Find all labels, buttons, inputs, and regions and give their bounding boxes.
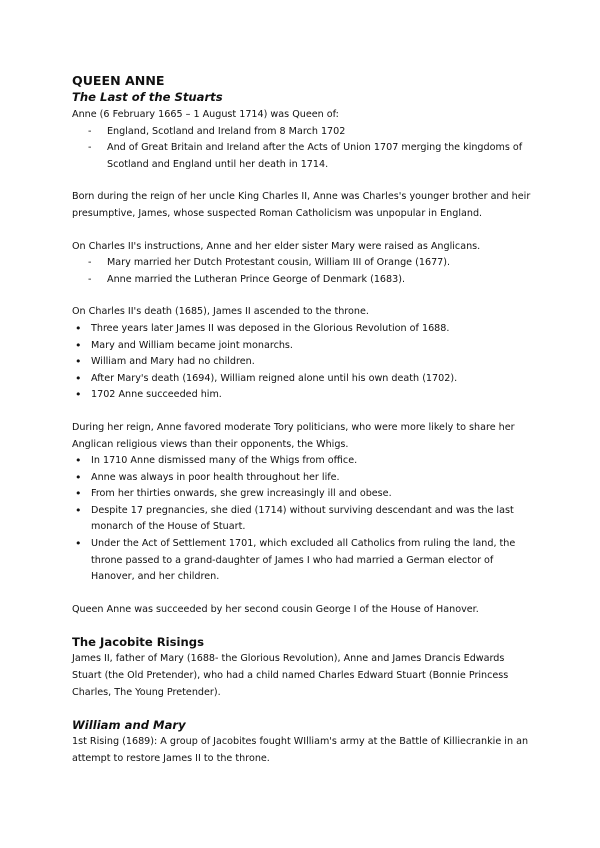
list-item: • After Mary's death (1694), William reigned alone until his own death (1702). xyxy=(72,371,532,388)
born-paragraph: Born during the reign of her uncle King Charles II, Anne was Charles's younger brother and heir presumptive, James, whose suspected Roman Catholicism was unpopular in England. xyxy=(72,191,531,219)
jacobite-paragraph: James II, father of Mary (1688- the Glorious Revolution), Anne and James Drancis Edwards Stuart (the Old Pretender), who had a child named Charles Edward Stuart (Bonnie Princess Charles, The Young Pretender). xyxy=(72,653,509,698)
page-subtitle: The Last of the Stuarts xyxy=(72,90,223,104)
list-item: • William and Mary had no children. xyxy=(72,354,532,371)
list-item: • Despite 17 pregnancies, she died (1714) without surviving descendant and was the last monarch of the House of Stuart. xyxy=(72,503,532,536)
william-mary-paragraph: 1st Rising (1689): A group of Jacobites fought WIlliam's army at the Battle of Killiecrankie in an attempt to restore James II to the throne. xyxy=(72,736,529,764)
anglicans-paragraph: On Charles II's instructions, Anne and her elder sister Mary were raised as Anglicans. xyxy=(72,240,481,252)
list-item: - England, Scotland and Ireland from 8 March 1702 xyxy=(72,124,532,141)
death-paragraph: On Charles II's death (1685), James II ascended to the throne. xyxy=(72,306,369,318)
intro-list xyxy=(72,124,532,174)
succeeded-paragraph: Queen Anne was succeeded by her second cousin George I of the House of Hanover. xyxy=(72,603,479,615)
jacobite-heading: The Jacobite Risings xyxy=(72,635,204,650)
list-item: - And of Great Britain and Ireland after the Acts of Union 1707 merging the kingdoms of Scotland and England until her death in 1714. xyxy=(72,140,532,173)
list-item: • Three years later James II was deposed in the Glorious Revolution of 1688. xyxy=(72,321,532,338)
list-item: • Mary and William became joint monarchs. xyxy=(72,338,532,355)
reign-list xyxy=(72,453,532,586)
list-item: • Anne was always in poor health throughout her life. xyxy=(72,470,532,487)
william-mary-heading: William and Mary xyxy=(72,718,186,733)
list-item: - Anne married the Lutheran Prince George of Denmark (1683). xyxy=(72,272,532,289)
reign-paragraph: During her reign, Anne favored moderate Tory politicians, who were more likely to share her Anglican religious views than their opponents, the Whigs. xyxy=(72,421,515,450)
anglicans-list xyxy=(72,255,532,288)
list-item: • In 1710 Anne dismissed many of the Whigs from office. xyxy=(72,453,532,470)
death-list xyxy=(72,321,532,404)
list-item: - Mary married her Dutch Protestant cousin, William III of Orange (1677). xyxy=(72,255,532,272)
intro-paragraph: Anne (6 February 1665 – 1 August 1714) was Queen of: xyxy=(72,109,339,120)
page-title: QUEEN ANNE xyxy=(72,73,165,88)
list-item: • From her thirties onwards, she grew increasingly ill and obese. xyxy=(72,486,532,503)
list-item: • Under the Act of Settlement 1701, which excluded all Catholics from ruling the land, the throne passed to a grand-daughter of James I who had married a German elector of Hanover, and her children. xyxy=(72,536,532,586)
document-page xyxy=(72,72,532,767)
list-item: • 1702 Anne succeeded him. xyxy=(72,387,532,404)
